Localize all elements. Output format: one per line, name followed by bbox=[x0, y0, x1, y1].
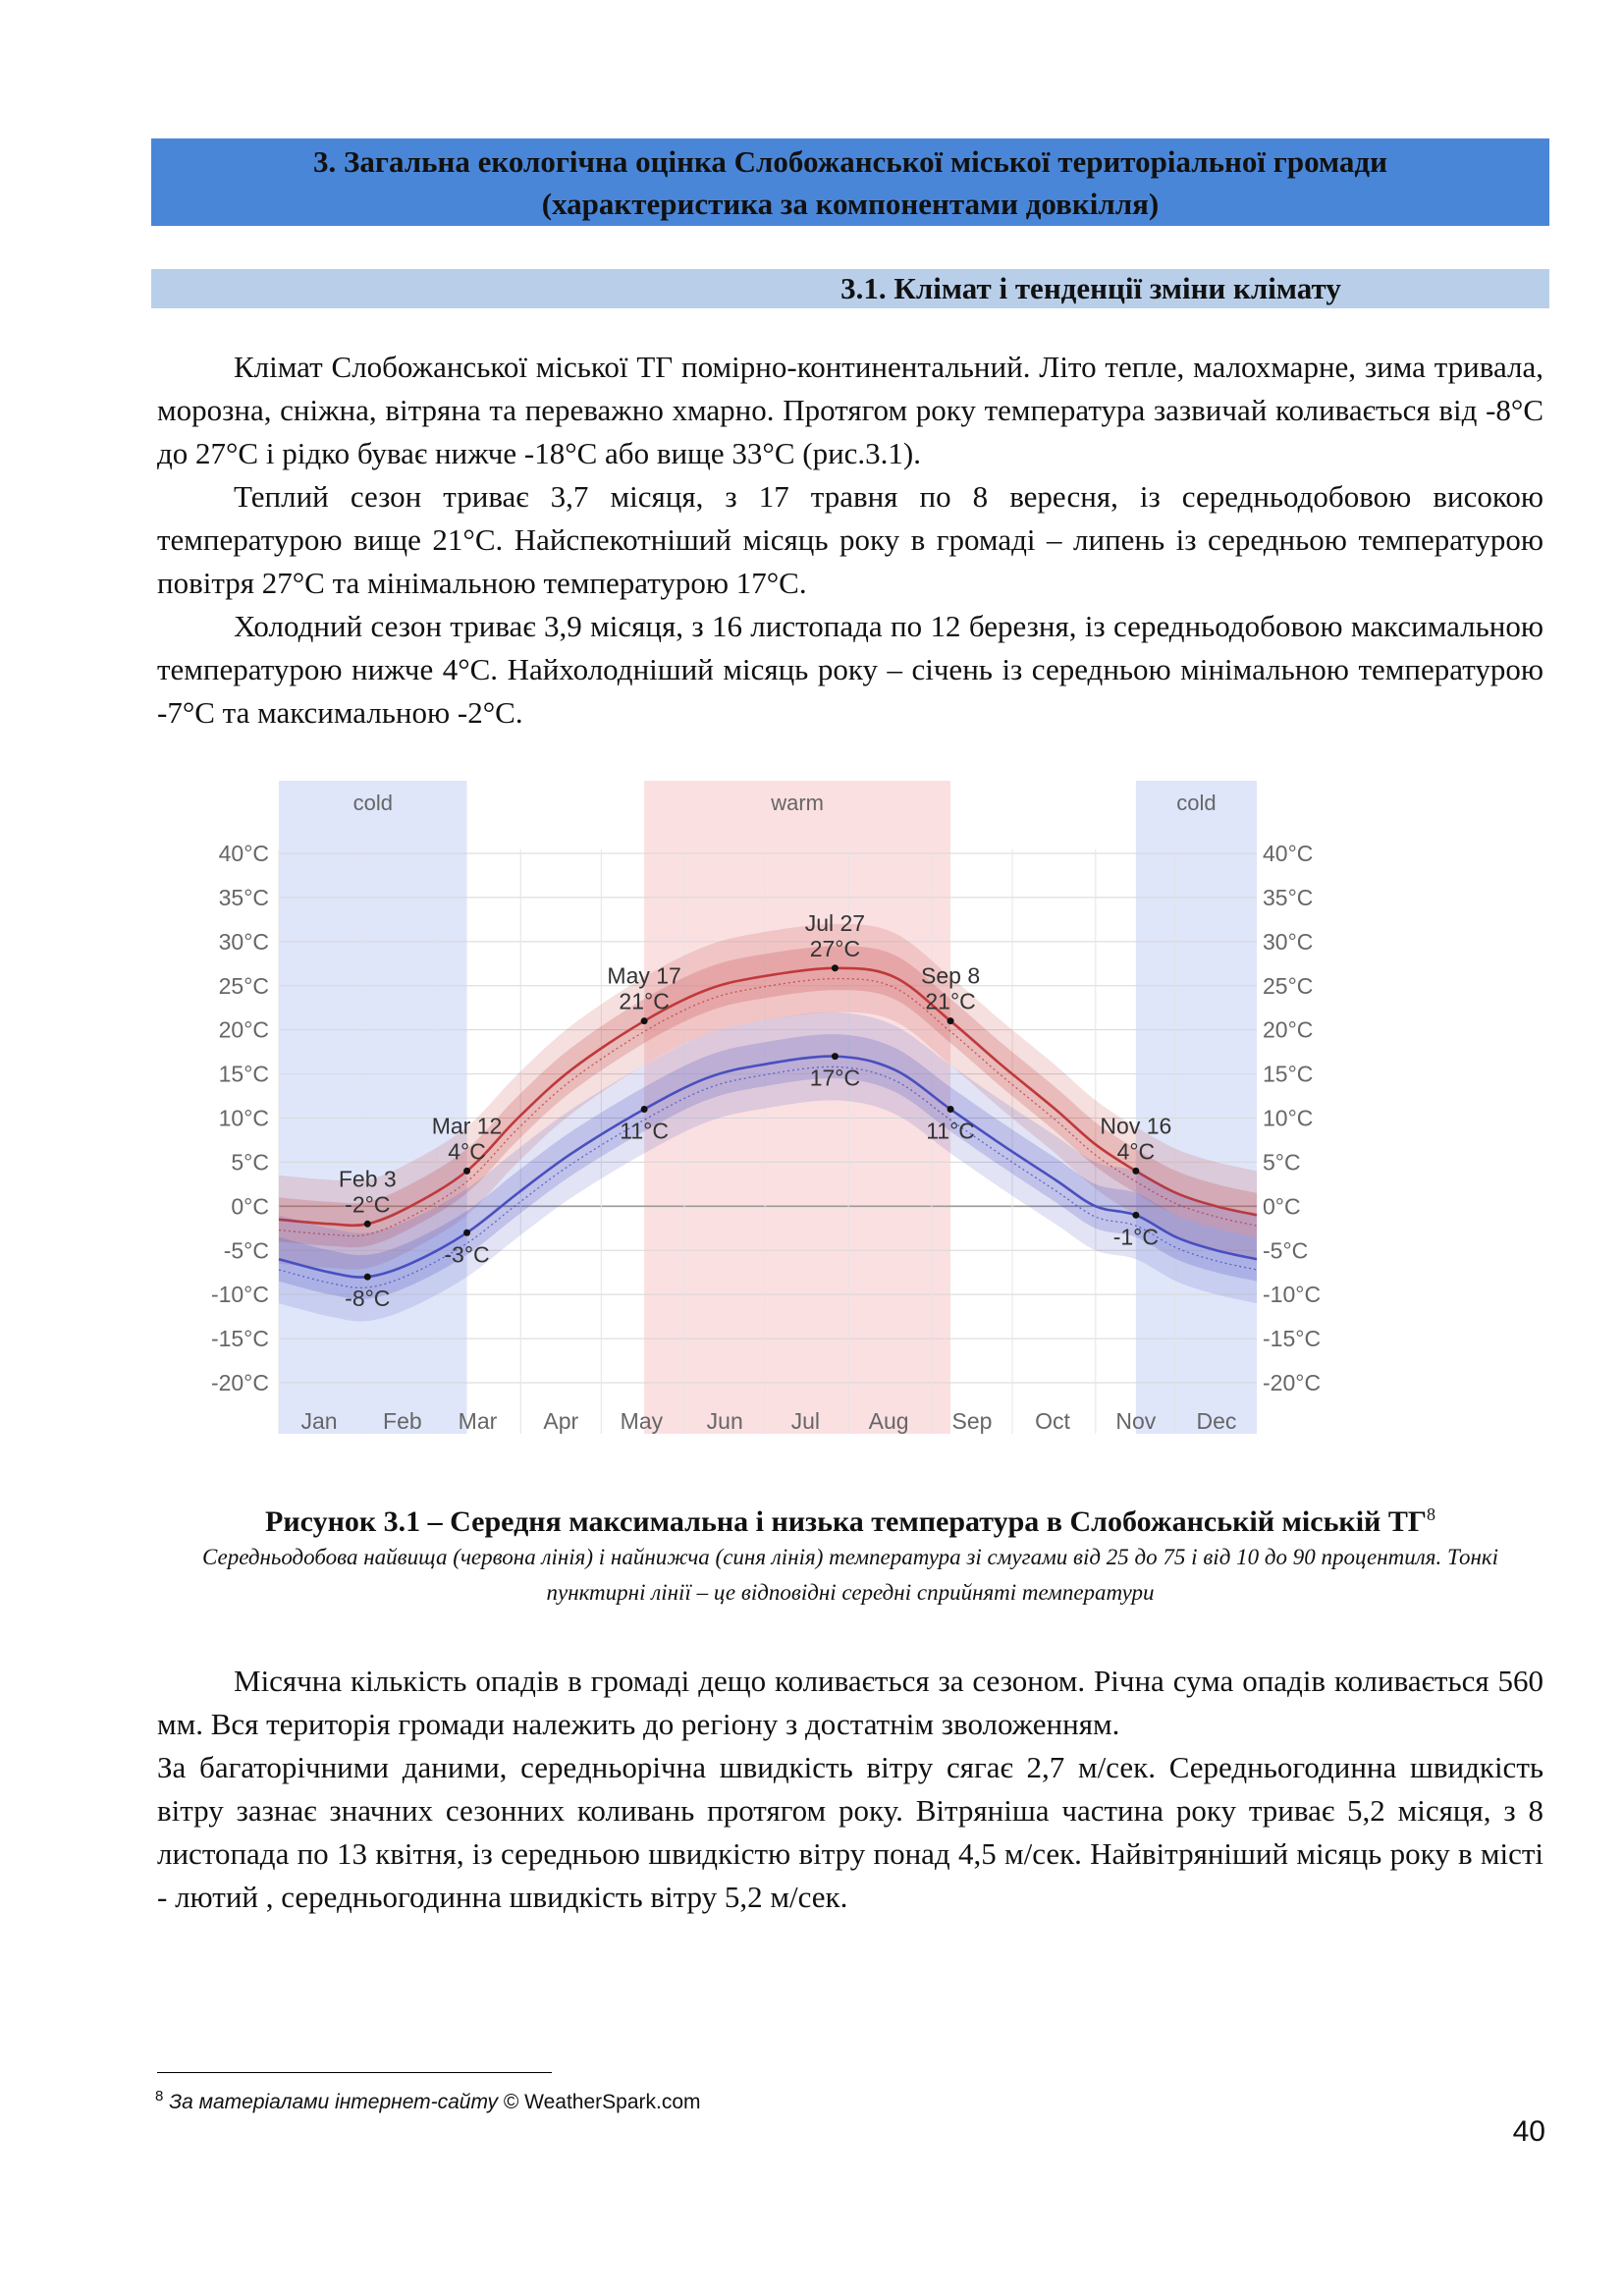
y-tick-right: 35°C bbox=[1263, 884, 1314, 910]
annotation-date: Sep 8 bbox=[921, 962, 981, 989]
annotation-point bbox=[832, 1053, 839, 1060]
x-tick-nov: Nov bbox=[1115, 1408, 1157, 1434]
x-tick-aug: Aug bbox=[868, 1408, 909, 1434]
annotation-value: 11°C bbox=[926, 1118, 975, 1144]
y-tick-right: 15°C bbox=[1263, 1061, 1314, 1087]
y-tick-left: 5°C bbox=[231, 1149, 269, 1175]
figure-note: Середньодобова найвища (червона лінія) і найнижча (синя лінія) температура зі смугами від 25 до 75 і від 10 до 90 процентиля. Тонкі пунктирні лінії – це відповідні середні сприйняті температури bbox=[201, 1545, 1499, 1605]
y-tick-left: 15°C bbox=[218, 1061, 269, 1087]
footnote bbox=[155, 2088, 701, 2114]
annotation-date: Jul 27 bbox=[804, 909, 866, 936]
x-tick-jul: Jul bbox=[790, 1408, 821, 1434]
annotation-point bbox=[1132, 1212, 1139, 1219]
season-band-cold bbox=[1136, 781, 1257, 1434]
y-tick-right: 30°C bbox=[1263, 928, 1314, 955]
season-label-cold: cold bbox=[1176, 791, 1217, 815]
annotation-point bbox=[1132, 1168, 1139, 1175]
x-tick-jan: Jan bbox=[300, 1408, 338, 1434]
annotation-point bbox=[641, 1017, 648, 1024]
annotation-date: May 17 bbox=[607, 962, 681, 989]
y-tick-left: 40°C bbox=[218, 841, 269, 866]
season-label-cold: cold bbox=[352, 791, 393, 815]
footnote-source-label: За матеріалами інтернет-сайту bbox=[169, 2091, 499, 2113]
y-tick-left: -5°C bbox=[223, 1237, 269, 1264]
x-tick-oct: Oct bbox=[1035, 1408, 1070, 1434]
annotation-value: 21°C bbox=[619, 988, 670, 1014]
page-number: 40 bbox=[1512, 2115, 1545, 2148]
annotation-point bbox=[641, 1106, 648, 1113]
footnote-source-site: © WeatherSpark.com bbox=[498, 2091, 701, 2113]
figure-caption-text: Рисунок 3.1 – Середня максимальна і низька температура в Слобожанській міській ТГ bbox=[265, 1505, 1427, 1538]
annotation-value: -2°C bbox=[345, 1191, 391, 1218]
x-tick-apr: Apr bbox=[543, 1408, 579, 1434]
annotation-point bbox=[463, 1168, 470, 1175]
paragraph-warm-season: Теплий сезон триває 3,7 місяця, з 17 травня по 8 вересня, із середньодобовою високою температурою вище 21°C. Найспекотніший місяць року в громаді – липень із середньою температурою повітря 27°C та мінімальною температурою 17°C. bbox=[157, 479, 1543, 600]
temperature-chart bbox=[196, 781, 1335, 1458]
section-title-banner bbox=[151, 138, 1549, 226]
annotation-point bbox=[364, 1274, 371, 1281]
annotation-value: 27°C bbox=[809, 935, 861, 961]
y-tick-left: -15°C bbox=[210, 1326, 269, 1352]
figure-caption-footnote-ref: 8 bbox=[1426, 1504, 1435, 1524]
annotation-value: -3°C bbox=[444, 1241, 490, 1268]
paragraph-cold-season: Холодний сезон триває 3,9 місяця, з 16 листопада по 12 березня, із середньодобовою максимальною температурою нижче 4°C. Найхолодніший місяць року – січень із середньою мінімальною температурою -7°C та максимальною -2°C. bbox=[157, 609, 1543, 730]
footnote-number: 8 bbox=[155, 2088, 164, 2105]
paragraph-wind: За багаторічними даними, середньорічна швидкість вітру сягає 2,7 м/сек. Середньогодинна швидкість вітру зазнає значних сезонних коливань протягом року. Вітряніша частина року триває 5,2 місяця, з 8 листопада по 13 квітня, із середньою швидкістю вітру понад 4,5 м/сек. Найвітряніший місяць року в місті - лютий , середньогодинна швидкість вітру 5,2 м/сек. bbox=[157, 1750, 1543, 1914]
y-tick-right: 10°C bbox=[1263, 1105, 1314, 1131]
y-tick-right: 40°C bbox=[1263, 841, 1314, 866]
annotation-value: -8°C bbox=[345, 1285, 391, 1312]
x-tick-feb: Feb bbox=[383, 1408, 422, 1434]
annotation-value: 4°C bbox=[1116, 1138, 1156, 1165]
x-tick-sep: Sep bbox=[951, 1408, 993, 1434]
x-tick-jun: Jun bbox=[706, 1408, 743, 1434]
annotation-date: Mar 12 bbox=[431, 1113, 503, 1139]
y-tick-left: 35°C bbox=[218, 884, 269, 910]
x-tick-mar: Mar bbox=[458, 1408, 498, 1434]
paragraph-precipitation: Місячна кількість опадів в громаді дещо коливається за сезоном. Річна сума опадів коливається 560 мм. Вся територія громади належить до регіону з достатнім зволоженням. bbox=[157, 1664, 1543, 1741]
y-tick-right: -10°C bbox=[1263, 1282, 1322, 1308]
annotation-value: 17°C bbox=[809, 1065, 861, 1091]
annotation-date: Nov 16 bbox=[1100, 1113, 1172, 1139]
subsection-title-text: 3.1. Клімат і тенденції зміни клімату bbox=[840, 271, 1341, 305]
annotation-point bbox=[947, 1106, 954, 1113]
annotation-point bbox=[947, 1017, 954, 1024]
annotation-value: -1°C bbox=[1112, 1224, 1160, 1250]
section-title-line1: 3. Загальна екологічна оцінка Слобожанської міської територіальної громади bbox=[313, 144, 1387, 179]
y-tick-left: 25°C bbox=[218, 972, 269, 999]
y-tick-left: -20°C bbox=[210, 1370, 269, 1395]
annotation-point bbox=[364, 1221, 371, 1228]
annotation-value: 11°C bbox=[620, 1118, 669, 1144]
footnote-divider bbox=[157, 2072, 552, 2073]
y-tick-right: 25°C bbox=[1263, 972, 1314, 999]
annotation-date: Feb 3 bbox=[338, 1166, 397, 1192]
y-tick-right: -15°C bbox=[1263, 1326, 1322, 1352]
annotation-value: 4°C bbox=[448, 1138, 486, 1165]
y-tick-right: -5°C bbox=[1263, 1237, 1309, 1264]
y-tick-right: 5°C bbox=[1263, 1149, 1301, 1175]
season-label-warm: warm bbox=[771, 791, 824, 815]
subsection-title bbox=[151, 269, 1549, 308]
annotation-value: 21°C bbox=[925, 988, 976, 1014]
y-tick-left: 20°C bbox=[218, 1016, 269, 1043]
section-title-line2: (характеристика за компонентами довкілля) bbox=[541, 187, 1160, 221]
y-tick-left: 30°C bbox=[218, 928, 269, 955]
y-tick-left: 10°C bbox=[218, 1105, 269, 1131]
annotation-point bbox=[832, 964, 839, 971]
y-tick-right: 20°C bbox=[1263, 1016, 1314, 1043]
y-tick-left: 0°C bbox=[231, 1193, 269, 1220]
annotation-point bbox=[463, 1230, 470, 1236]
x-tick-may: May bbox=[620, 1408, 664, 1434]
figure-caption bbox=[151, 1495, 1549, 1542]
y-tick-right: 0°C bbox=[1263, 1193, 1301, 1220]
paragraph-climate: Клімат Слобожанської міської ТГ помірно-континентальний. Літо тепле, малохмарне, зима тривала, морозна, сніжна, вітряна та переважно хмарно. Протягом року температура зазвичай коливається від -8°C до 27°C і рідко буває нижче -18°C або вище 33°C (рис.3.1). bbox=[157, 350, 1543, 470]
season-band-cold bbox=[279, 781, 467, 1434]
temperature-chart-svg bbox=[196, 781, 1335, 1458]
y-tick-left: -10°C bbox=[210, 1282, 269, 1308]
y-tick-right: -20°C bbox=[1263, 1370, 1322, 1395]
x-tick-dec: Dec bbox=[1196, 1408, 1237, 1434]
